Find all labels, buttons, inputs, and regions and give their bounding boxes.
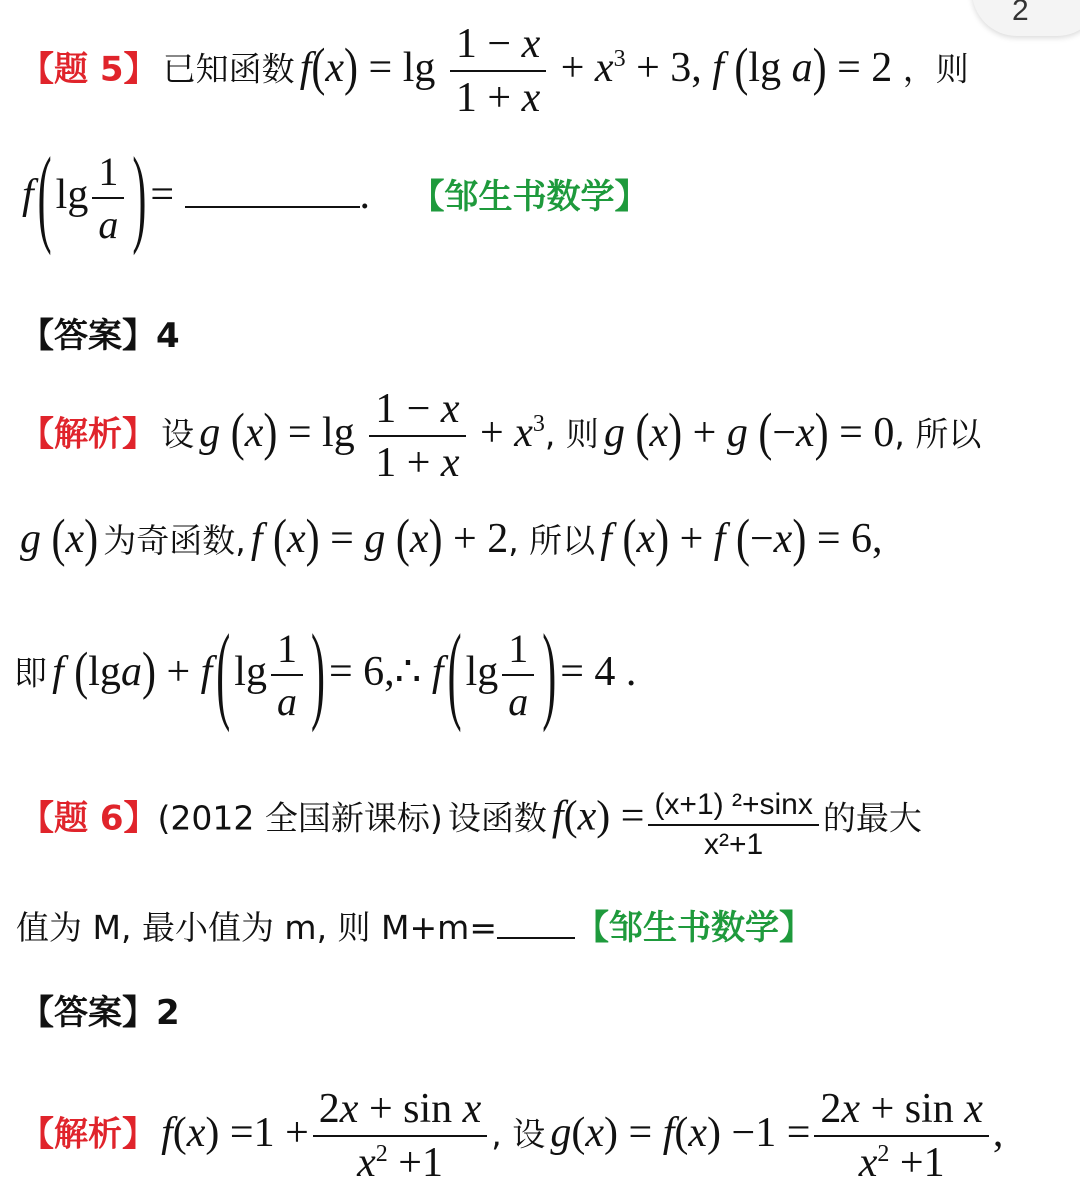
q6-stem-line2 xyxy=(16,900,813,949)
q5-tag: 【题 5】 xyxy=(20,49,158,90)
answer-blank xyxy=(185,176,360,208)
q6-tag: 【题 6】 xyxy=(20,798,158,839)
q5-conclusion: f (lga) + f(lg $\frac{1}{a}$ )= 6,∴ f(lg $\frac{1}{a}$ )= 4 . xyxy=(52,615,637,735)
q5-then: ，则 xyxy=(902,49,969,89)
q5-analysis-line1 xyxy=(20,385,981,487)
q5-answer xyxy=(20,308,180,357)
q6-frac-num: (x+1) ²+sinx xyxy=(648,788,818,826)
q6-answer-blank xyxy=(497,917,575,939)
q5-watermark: 【邹生书数学】 xyxy=(410,176,649,217)
q5-stem-line2 xyxy=(22,138,649,258)
q6-answer-label: 【答案】 xyxy=(20,993,156,1033)
q6-f: f(x) = xyxy=(551,793,645,840)
q5-analysis-label: 【解析】 xyxy=(20,414,156,455)
q5-ie-text: 即 xyxy=(14,653,47,693)
q5-formula: f(x) = lg $\frac{1 - x}{1 + x}$ + $x^3 + 3$, f (lg a) = 2 xyxy=(299,21,903,121)
q5-then-text: , 则 xyxy=(544,414,599,454)
q6-watermark: 【邹生书数学】 xyxy=(574,908,813,948)
q5-answer-label: 【答案】 xyxy=(20,316,156,356)
q6-frac-den: x²+1 xyxy=(704,828,764,861)
q5-set-text: 设 xyxy=(161,414,195,454)
q6-answer xyxy=(20,985,180,1034)
q5-stem-line1 xyxy=(20,20,969,122)
q6-intro: 设函数 xyxy=(447,798,547,838)
q5-analysis-line3 xyxy=(14,615,637,735)
q5-f-sum: f (x) + f (−x) = 6, xyxy=(600,510,883,568)
q5-g-odd: g (x) + g (−x) = 0 xyxy=(603,403,895,462)
q5-answer-value: 4 xyxy=(156,316,180,356)
q6-analysis-label: 【解析】 xyxy=(20,1114,156,1155)
q5-intro: 已知函数 xyxy=(162,49,295,89)
page-number: 2 xyxy=(1012,0,1029,27)
q6-f-split: f(x) =1 + $\frac{\text{2x + sin x}}{x^2 +1}$ xyxy=(161,1110,491,1156)
page-number-badge xyxy=(972,0,1080,36)
q5-gx: g (x) xyxy=(20,510,99,568)
q6-max-text: 的最大 xyxy=(822,798,922,838)
q6-answer-value: 2 xyxy=(156,993,180,1033)
q6-analysis xyxy=(20,1085,1003,1187)
q5-so-text2: , 所以 xyxy=(508,521,596,560)
q6-line2: 值为 M, 最小值为 m, 则 M+m= xyxy=(16,908,497,947)
q6-g-def: g(x) = f(x) −1 = $\frac{\text{2x + sin x}}{x^2 +1}$ , xyxy=(550,1086,1004,1186)
q5-analysis-line2 xyxy=(20,510,883,568)
q5-so-text: , 所以 xyxy=(894,414,982,454)
q5-blank-formula: f(lg $\frac{1}{a}$ )= . xyxy=(22,138,381,258)
q5-odd-text: 为奇函数, xyxy=(103,521,246,560)
q6-stem-line1 xyxy=(20,788,922,862)
q5-g-def: g (x) = lg $\frac{1 - x}{1 + x}$ + $x^3$ xyxy=(199,386,545,486)
q6-source: (2012 全国新课标) xyxy=(157,798,443,838)
q5-f-eq: f (x) = g (x) + 2 xyxy=(250,510,509,568)
q6-set-text: , 设 xyxy=(491,1114,546,1154)
